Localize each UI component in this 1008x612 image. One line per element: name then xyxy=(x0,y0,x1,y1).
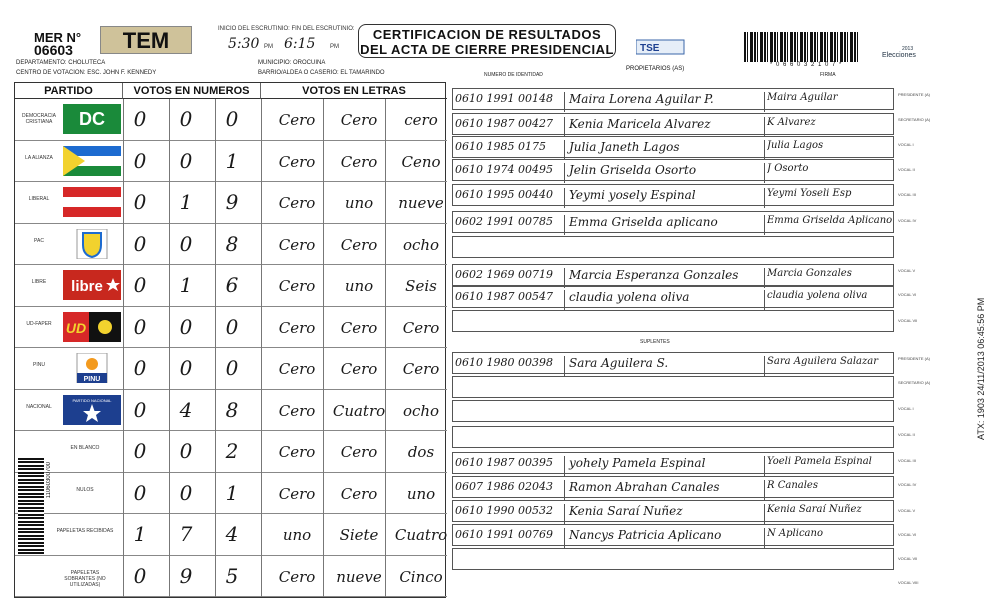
signer-signature: Julia Lagos xyxy=(767,140,824,151)
tse-text: TSE xyxy=(640,43,660,54)
empty-signer-row xyxy=(452,426,894,448)
vote-digit: 1 xyxy=(225,480,239,505)
role-label: SECRETARIO (A) xyxy=(898,380,931,385)
signer-id: 0610 1987 00547 xyxy=(455,290,565,310)
vote-word: uno xyxy=(344,194,374,212)
vote-word: Cero xyxy=(402,318,440,337)
role-label: VOCAL VI xyxy=(898,292,917,297)
signer-id: 0610 1980 00398 xyxy=(455,356,565,376)
party-name: EN BLANCO xyxy=(70,445,100,451)
signer-name: Sara Aguilera S. xyxy=(569,356,765,376)
signer-signature: N Aplicano xyxy=(767,528,823,539)
side-barcode xyxy=(18,458,44,554)
municipio: MUNICIPIO: OROCUINA xyxy=(258,60,326,66)
signer-name: Julia Janeth Lagos xyxy=(569,140,765,160)
vote-digit: 0 xyxy=(179,439,193,463)
party-name: PAPELETAS SOBRANTES (NO UTILIZADAS) xyxy=(64,569,106,588)
vote-digit: 5 xyxy=(225,563,239,588)
signer-name: Maira Lorena Aguilar P. xyxy=(569,92,765,112)
svg-text:PARTIDO NACIONAL: PARTIDO NACIONAL xyxy=(72,397,112,403)
vote-word: Cero xyxy=(278,360,316,378)
role-label: VOCAL II xyxy=(898,432,915,437)
results-row xyxy=(15,307,447,349)
vote-digit: 0 xyxy=(133,314,147,339)
signer-id: 0610 1987 00427 xyxy=(455,117,565,137)
vote-digit: 0 xyxy=(133,439,147,463)
vote-digit: 0 xyxy=(179,231,193,256)
vote-digit: 1 xyxy=(133,522,147,546)
empty-signer-row xyxy=(452,310,894,332)
mer-number-block xyxy=(34,32,81,56)
signer-row xyxy=(452,159,894,181)
firma-label: FIRMA xyxy=(820,72,836,78)
signer-name: Kenia Maricela Alvarez xyxy=(569,117,765,137)
vote-digit: 0 xyxy=(133,397,147,422)
vote-digit: 0 xyxy=(225,314,239,339)
signer-name: Yeymi yosely Espinal xyxy=(569,188,765,208)
signer-row xyxy=(452,184,894,206)
vote-digit: 8 xyxy=(225,397,239,422)
vote-digit: 4 xyxy=(179,397,193,422)
party-name: PAC xyxy=(34,237,44,244)
signer-row xyxy=(452,352,894,374)
vote-digit: 0 xyxy=(179,107,193,131)
vote-digit: 0 xyxy=(133,563,147,588)
party-name: LIBERAL xyxy=(28,196,50,202)
signer-row xyxy=(452,113,894,135)
pm-label-2: PM xyxy=(330,44,339,50)
end-time: 6:15 xyxy=(284,36,316,52)
party-name: PINU xyxy=(33,362,45,368)
vote-word: Cero xyxy=(340,235,378,254)
signer-id: 0610 1991 00148 xyxy=(455,92,565,112)
signer-id: 0602 1969 00719 xyxy=(455,268,565,288)
departamento: DEPARTAMENTO: CHOLUTECA xyxy=(16,60,106,66)
empty-signer-row xyxy=(452,548,894,570)
vote-digit: 0 xyxy=(133,273,147,297)
vote-digit: 0 xyxy=(179,480,193,505)
signer-id: 0607 1986 02043 xyxy=(455,480,565,500)
tse-logo-icon xyxy=(636,38,686,56)
signer-row xyxy=(452,211,894,233)
role-label: PRESIDENTE (A) xyxy=(898,92,931,97)
scrutiny-times xyxy=(218,36,352,52)
results-row xyxy=(15,224,447,266)
column-divider xyxy=(123,99,124,597)
signer-id: 0602 1991 00785 xyxy=(455,215,565,235)
vote-digit: 0 xyxy=(133,231,147,256)
mer-number: 06603 xyxy=(34,42,73,58)
vote-digit: 1 xyxy=(179,273,193,297)
vote-word: Cero xyxy=(278,277,316,295)
pm-label: PM xyxy=(264,44,273,50)
vote-word: Cero xyxy=(340,318,378,337)
vote-word: cero xyxy=(404,111,438,129)
signer-row xyxy=(452,88,894,110)
vote-word: nueve xyxy=(336,567,382,586)
vote-digit: 0 xyxy=(179,148,193,173)
column-divider xyxy=(215,99,216,597)
empty-signer-row xyxy=(452,236,894,258)
signer-row xyxy=(452,264,894,286)
vote-word: Seis xyxy=(405,277,437,295)
vote-word: uno xyxy=(406,484,436,503)
vote-word: uno xyxy=(282,526,312,544)
empty-signer-row xyxy=(452,400,894,422)
party-name: UD-FAPER xyxy=(26,320,52,327)
results-table xyxy=(14,82,446,598)
signer-name: Kenia Saraí Nuñez xyxy=(569,504,765,524)
vote-word: Cero xyxy=(278,567,316,586)
results-row xyxy=(15,99,447,141)
document-title xyxy=(358,24,616,58)
party-name: NACIONAL xyxy=(26,403,52,410)
role-label: VOCAL IV xyxy=(898,218,917,223)
barrio: BARRIO/ALDEA O CASERIO: EL TAMARINDO xyxy=(258,70,385,76)
vote-word: uno xyxy=(344,277,374,295)
role-label: VOCAL V xyxy=(898,268,916,273)
timestamp-stamp: ATX: 1903 24/11/2013 06:45:56 PM xyxy=(976,297,986,440)
role-label: VOCAL III xyxy=(898,192,916,197)
vote-digit: 1 xyxy=(225,148,239,173)
party-logo-icon xyxy=(63,353,121,385)
vote-digit: 0 xyxy=(133,148,147,173)
svg-text:PINU: PINU xyxy=(83,376,101,383)
svg-text:libre: libre xyxy=(71,278,103,295)
side-barcode-number: 11060300700 xyxy=(46,462,52,499)
signer-signature: K Alvarez xyxy=(767,117,816,128)
vote-digit: 7 xyxy=(179,522,193,546)
role-label: SECRETARIO (A) xyxy=(898,117,931,122)
signer-signature: Kenia Saraí Nuñez xyxy=(767,504,862,515)
title-line-1: CERTIFICACION DE RESULTADOS xyxy=(372,27,602,42)
election-year: 2013 xyxy=(902,46,914,52)
vote-word: dos xyxy=(407,443,435,461)
vote-digit: 9 xyxy=(179,563,193,588)
results-row xyxy=(15,265,447,307)
vote-digit: 8 xyxy=(225,231,239,256)
vote-word: Cero xyxy=(278,318,316,337)
signer-name: Marcia Esperanza Gonzales xyxy=(569,268,765,288)
role-label: PRESIDENTE (A) xyxy=(898,356,931,361)
signer-id: 0610 1995 00440 xyxy=(455,188,565,208)
signer-signature: R Canales xyxy=(767,480,818,491)
vote-digit: 1 xyxy=(179,190,193,214)
numero-identidad-label: NUMERO DE IDENTIDAD xyxy=(484,72,543,78)
role-label: VOCAL VIII xyxy=(898,580,919,585)
vote-word: Cero xyxy=(340,443,378,461)
signer-signature: Marcia Gonzales xyxy=(767,268,852,279)
signer-name: Ramon Abrahan Canales xyxy=(569,480,765,500)
vote-digit: 4 xyxy=(225,522,239,546)
signer-name: yohely Pamela Espinal xyxy=(569,456,765,476)
signer-name: Nancys Patricia Aplicano xyxy=(569,528,765,548)
role-label: VOCAL VII xyxy=(898,318,918,323)
vote-word: Cuatro xyxy=(394,526,448,544)
party-logo-icon xyxy=(63,270,121,302)
vote-word: Cero xyxy=(278,152,316,171)
vote-word: Cero xyxy=(278,443,316,461)
vote-digit: 0 xyxy=(225,356,239,380)
header-barcode xyxy=(744,32,860,62)
party-name: NULOS xyxy=(76,486,94,493)
vote-word: ocho xyxy=(402,401,440,420)
signer-row xyxy=(452,452,894,474)
party-name: LA ALIANZA xyxy=(25,154,53,161)
vote-digit: 0 xyxy=(179,356,193,380)
signer-row xyxy=(452,286,894,308)
vote-word: Cero xyxy=(278,401,316,420)
signer-row xyxy=(452,500,894,522)
signer-name: Jelin Griselda Osorto xyxy=(569,163,765,183)
party-name: LIBRE xyxy=(31,279,47,285)
signer-id: 0610 1974 00495 xyxy=(455,163,565,183)
role-label: VOCAL V xyxy=(898,508,916,513)
column-divider xyxy=(385,99,386,597)
signer-id: 0610 1991 00769 xyxy=(455,528,565,548)
role-label: VOCAL IV xyxy=(898,482,917,487)
tem-badge: TEM xyxy=(100,26,192,54)
signer-signature: J Osorto xyxy=(767,163,809,174)
signer-signature: Yeymi Yoseli Esp xyxy=(767,188,852,199)
vote-word: Cero xyxy=(340,111,378,129)
vote-word: Cero xyxy=(278,194,316,212)
vote-word: Cero xyxy=(402,360,440,378)
signer-id: 0610 1985 0175 xyxy=(455,140,565,160)
column-divider xyxy=(169,99,170,597)
party-logo-icon xyxy=(63,187,121,219)
vote-digit: 6 xyxy=(225,273,239,297)
party-logo-icon xyxy=(63,146,121,178)
signer-id: 0610 1987 00395 xyxy=(455,456,565,476)
svg-text:UD: UD xyxy=(65,319,87,336)
results-row xyxy=(15,182,447,224)
signer-signature: Maira Aguilar xyxy=(767,92,838,103)
signer-row xyxy=(452,476,894,498)
empty-signer-row xyxy=(452,376,894,398)
signer-row xyxy=(452,524,894,546)
vote-word: Cero xyxy=(340,360,378,378)
signer-signature: claudia yolena oliva xyxy=(767,290,868,301)
party-logo-icon xyxy=(63,229,121,261)
vote-digit: 0 xyxy=(133,190,147,214)
vote-digit: 0 xyxy=(225,107,239,131)
results-row xyxy=(15,514,447,556)
role-label: VOCAL I xyxy=(898,406,914,411)
header-votos-numeros: VOTOS EN NUMEROS xyxy=(123,83,261,99)
vote-word: Cinco xyxy=(399,567,443,586)
elecciones-text: Elecciones xyxy=(882,52,916,59)
vote-word: Ceno xyxy=(401,152,441,171)
time-label: INICIO DEL ESCRUTINIO: FIN DEL ESCRUTINIO: xyxy=(218,26,355,32)
results-row xyxy=(15,348,447,390)
vote-word: Cero xyxy=(278,235,316,254)
vote-digit: 0 xyxy=(133,356,147,380)
header-partido: PARTIDO xyxy=(15,83,123,99)
results-row xyxy=(15,556,447,598)
vote-word: Cero xyxy=(340,484,378,503)
signer-signature: Sara Aguilera Salazar xyxy=(767,356,879,367)
role-label: VOCAL VII xyxy=(898,556,918,561)
role-label: VOCAL II xyxy=(898,167,915,172)
header-votos-letras: VOTOS EN LETRAS xyxy=(261,83,447,99)
signer-name: Emma Griselda aplicano xyxy=(569,215,765,235)
signer-name: claudia yolena oliva xyxy=(569,290,765,310)
centro-votacion: CENTRO DE VOTACION: ESC. JOHN F. KENNEDY xyxy=(16,70,157,76)
vote-digit: 0 xyxy=(133,107,147,131)
vote-word: ocho xyxy=(402,235,440,254)
vote-digit: 9 xyxy=(225,190,239,214)
party-logo-icon xyxy=(63,104,121,136)
results-row xyxy=(15,141,447,183)
role-label: VOCAL I xyxy=(898,142,914,147)
mer-label: MER N° xyxy=(34,30,82,45)
vote-word: Siete xyxy=(339,526,379,544)
role-label: VOCAL III xyxy=(898,458,916,463)
party-name: DEMOCRACIA CRISTIANA xyxy=(22,113,56,125)
elecciones-logo xyxy=(882,46,916,59)
vote-word: nueve xyxy=(398,194,444,212)
vote-word: Cero xyxy=(278,111,316,129)
results-row xyxy=(15,473,447,515)
vote-digit: 0 xyxy=(179,314,193,339)
column-divider xyxy=(261,99,262,597)
role-label: VOCAL VI xyxy=(898,532,917,537)
propietarios-label: PROPIETARIOS (AS) xyxy=(626,66,685,72)
vote-word: Cero xyxy=(278,484,316,503)
suplentes-label: SUPLENTES xyxy=(640,339,670,345)
svg-text:DC: DC xyxy=(79,109,105,129)
results-row xyxy=(15,431,447,473)
column-divider xyxy=(323,99,324,597)
party-name: PAPELETAS RECIBIDAS xyxy=(56,528,114,534)
signer-signature: Yoeli Pamela Espinal xyxy=(767,456,872,467)
party-logo-icon xyxy=(63,395,121,427)
results-row xyxy=(15,390,447,432)
tse-logo xyxy=(636,38,686,56)
vote-word: Cero xyxy=(340,152,378,171)
title-line-2: DEL ACTA DE CIERRE PRESIDENCIAL xyxy=(360,42,614,57)
party-logo-icon xyxy=(63,312,121,344)
vote-digit: 0 xyxy=(133,480,147,505)
vote-digit: 2 xyxy=(225,439,239,463)
signer-id: 0610 1990 00532 xyxy=(455,504,565,524)
header-barcode-number: * 0 6 6 0 3 2 1 0 7 * xyxy=(770,62,843,68)
vote-word: Cuatro xyxy=(332,401,386,420)
start-time: 5:30 xyxy=(228,36,260,52)
signer-row xyxy=(452,136,894,158)
signer-signature: Emma Griselda Aplicano xyxy=(767,215,893,226)
